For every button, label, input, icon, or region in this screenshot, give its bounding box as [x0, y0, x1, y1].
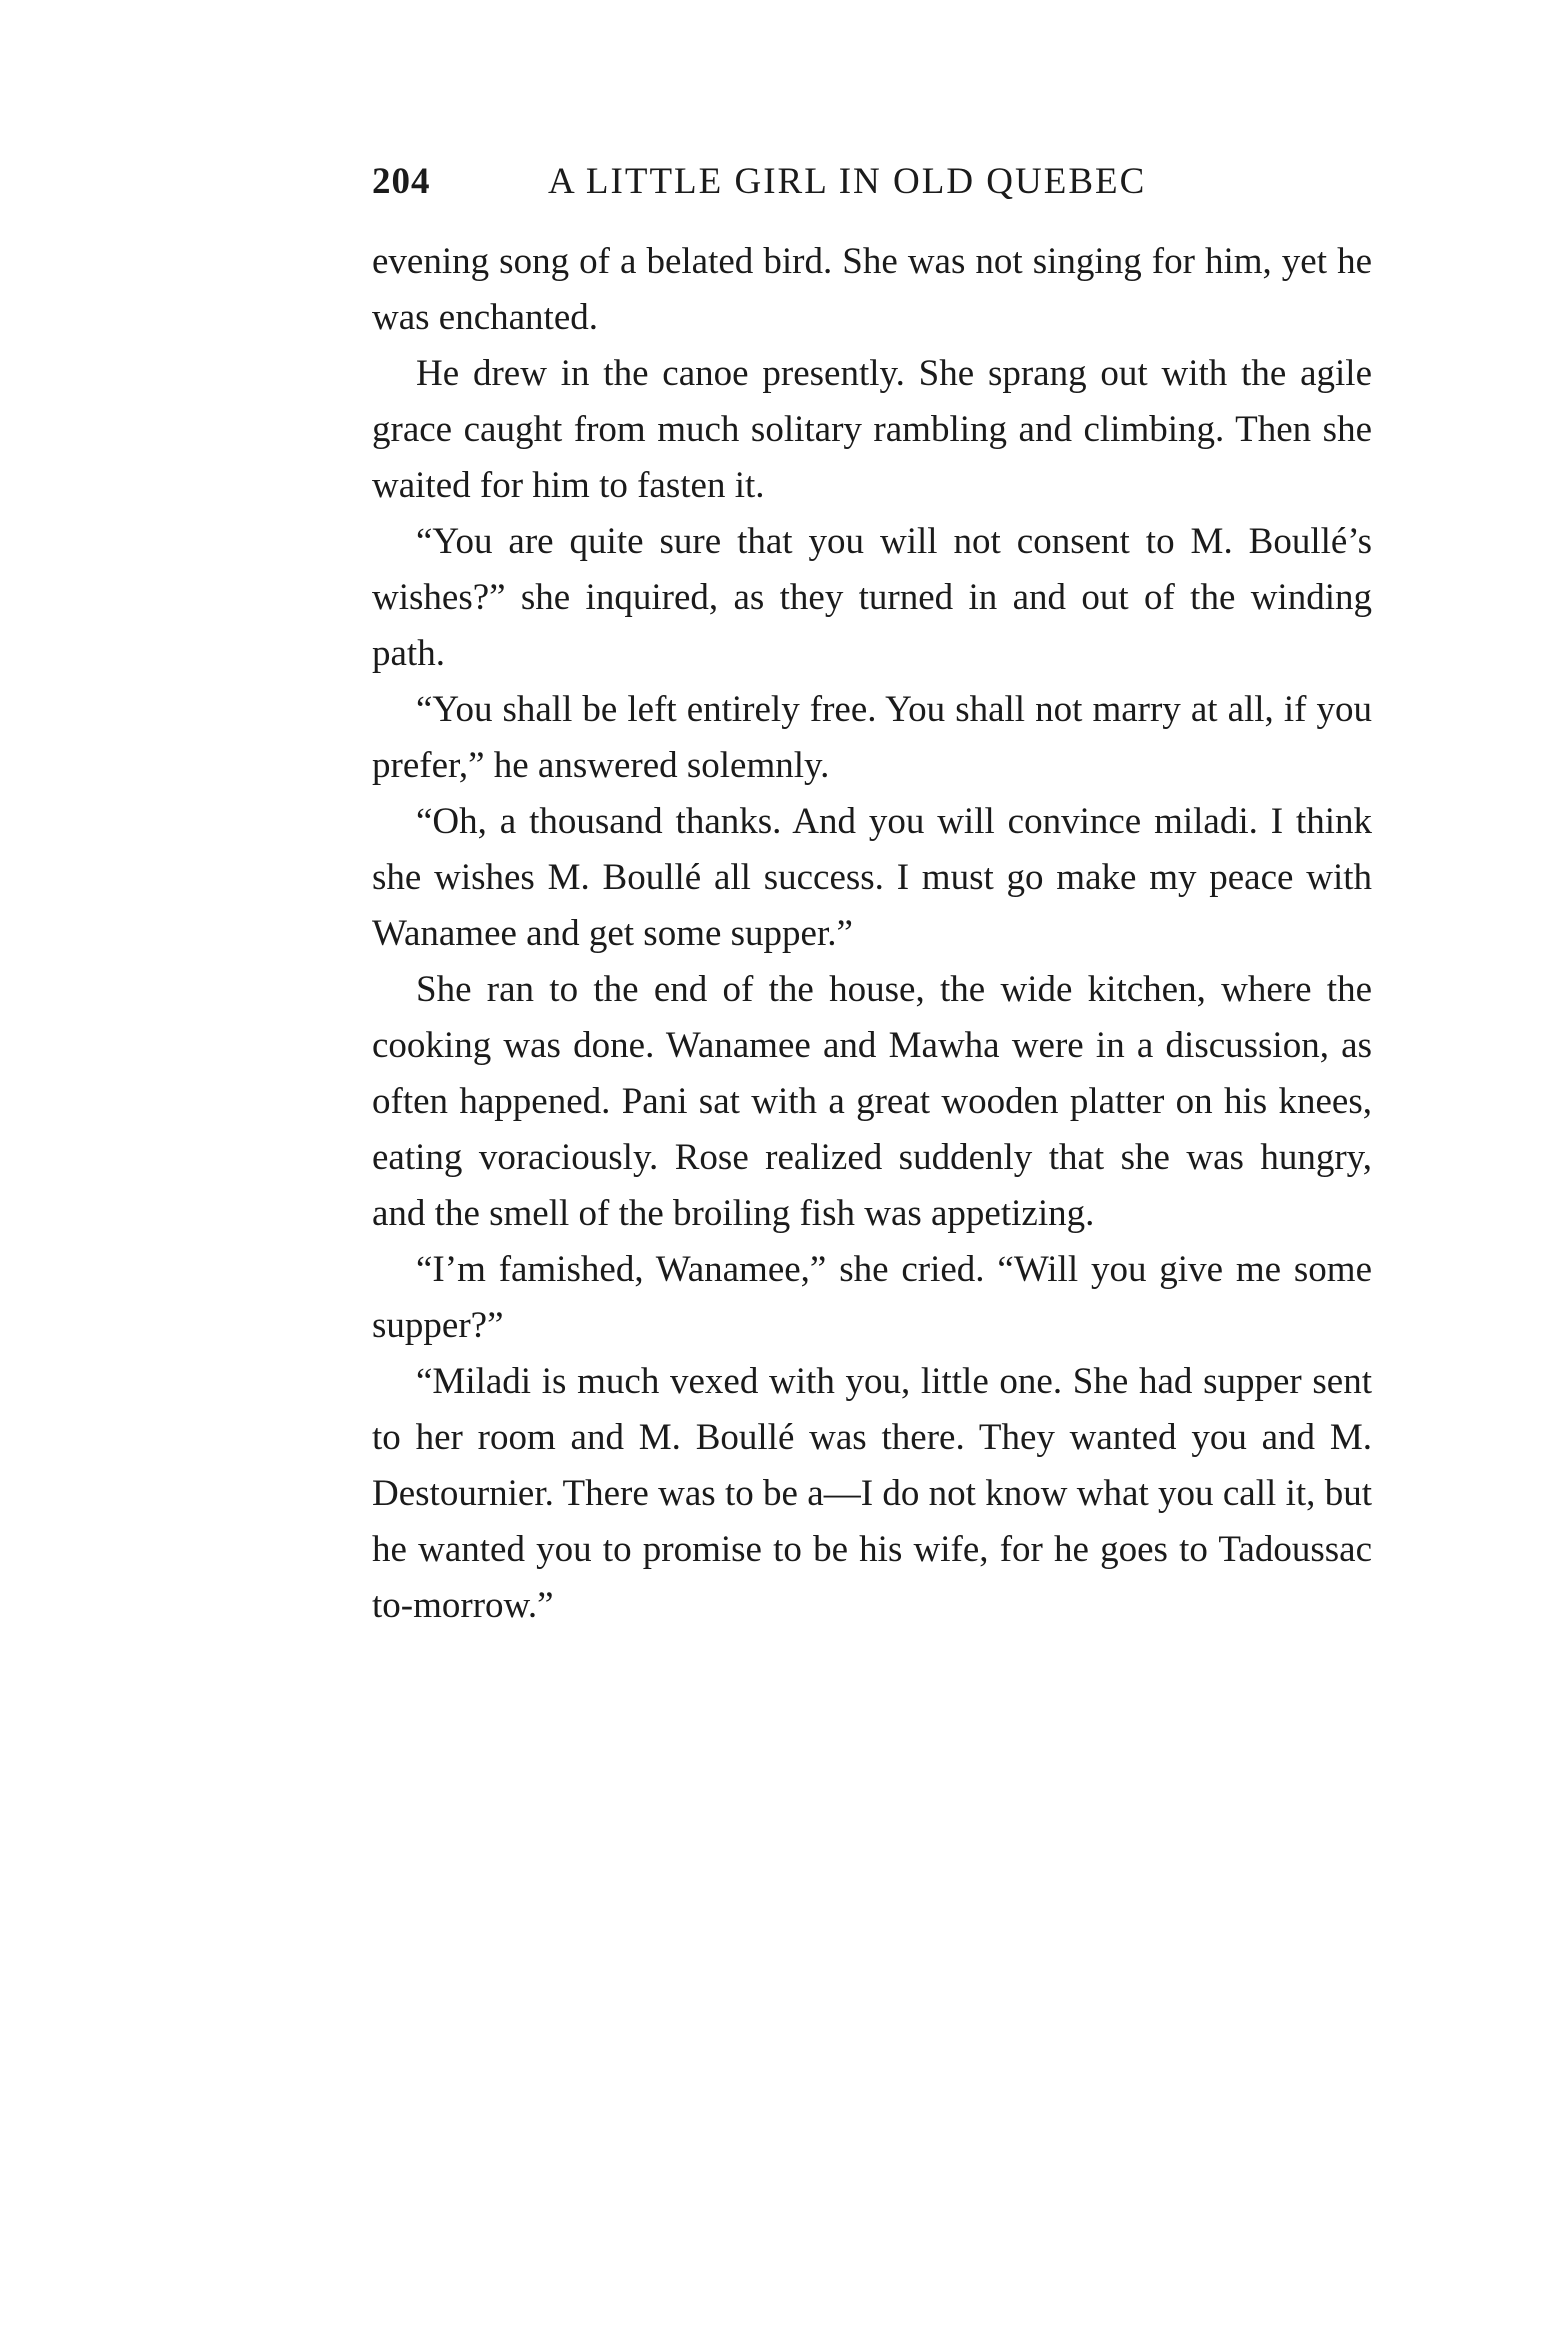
- running-title: A LITTLE GIRL IN OLD QUEBEC: [548, 161, 1147, 202]
- paragraph: “I’m famished, Wanamee,” she cried. “Will you give me some supper?”: [372, 1249, 1372, 1346]
- paragraph: “Oh, a thousand thanks. And you will convince miladi. I think she wishes M. Boullé all success. I must go make my peace with Wanamee and get some supper.”: [372, 801, 1372, 954]
- running-head: [372, 160, 1372, 220]
- paragraph-continued: evening song of a belated bird. She was not singing for him, yet he was enchanted.: [372, 241, 1372, 338]
- page-number: 204: [372, 161, 431, 202]
- body-text: [372, 234, 1372, 1634]
- paragraph: She ran to the end of the house, the wide kitchen, where the cooking was done. Wanamee and Mawha were in a discussion, as often happened. Pani sat with a great wooden platter on his knees, eating voraciously. Rose realized suddenly that she was hungry, and the smell of the broiling fish was appetizing.: [372, 969, 1372, 1234]
- paragraph: “You shall be left entirely free. You shall not marry at all, if you prefer,” he answered solemnly.: [372, 689, 1372, 786]
- book-page: [372, 160, 1372, 1634]
- paragraph: “You are quite sure that you will not consent to M. Boullé’s wishes?” she inquired, as they turned in and out of the winding path.: [372, 521, 1372, 674]
- paragraph: He drew in the canoe presently. She sprang out with the agile grace caught from much solitary rambling and climbing. Then she waited for him to fasten it.: [372, 353, 1372, 506]
- paragraph: “Miladi is much vexed with you, little one. She had supper sent to her room and M. Boullé was there. They wanted you and M. Destournier. There was to be a—I do not know what you call it, but he wanted you to promise to be his wife, for he goes to Tadoussac to-morrow.”: [372, 1361, 1372, 1626]
